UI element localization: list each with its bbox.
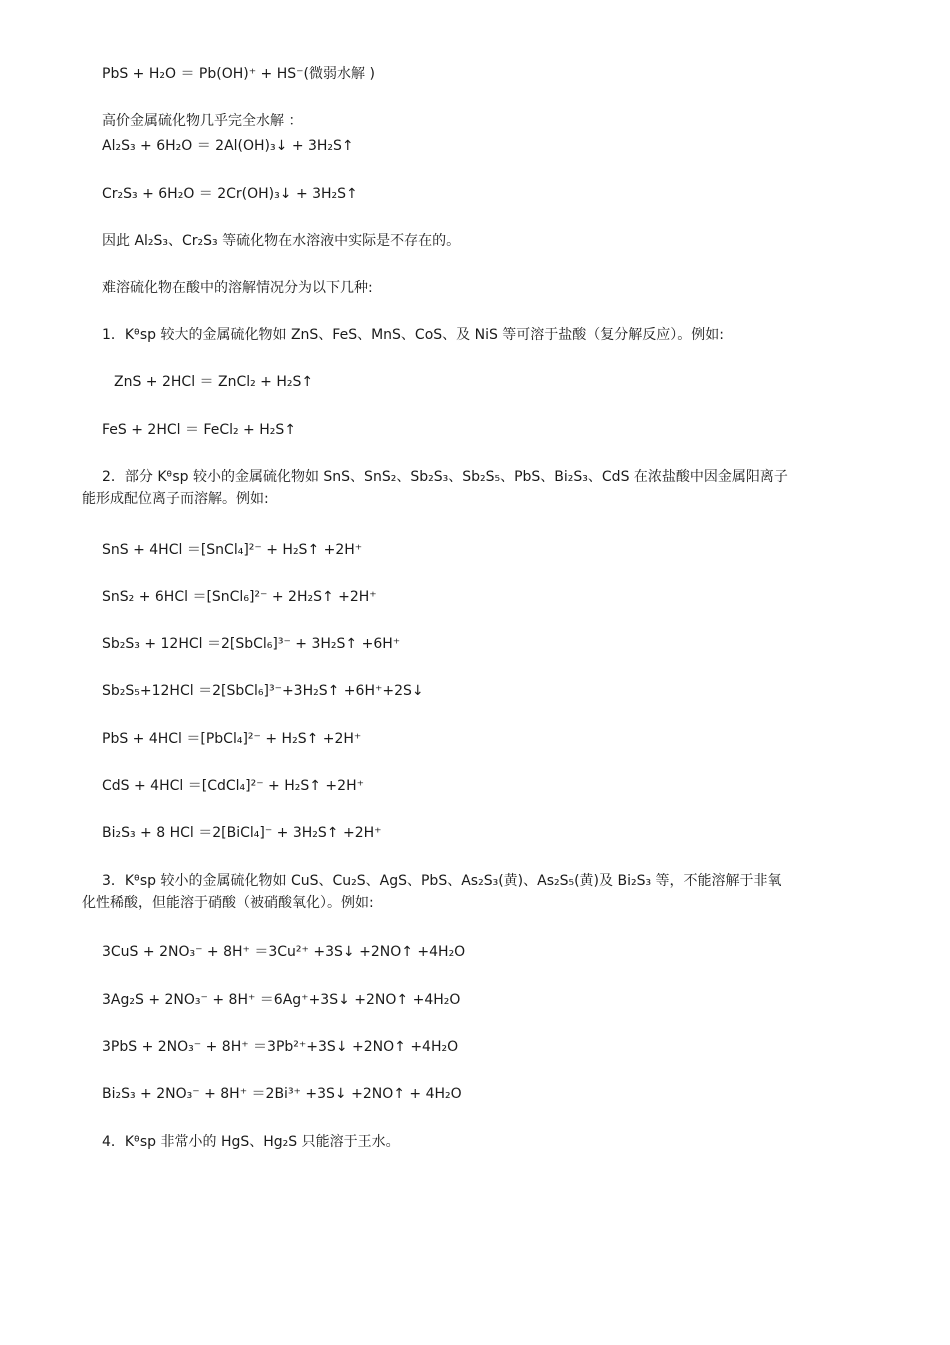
equation-al2s3-hydrolysis: Al₂S₃ + 6H₂O ＝ 2Al(OH)₃↓ + 3H₂S↑ <box>102 138 354 154</box>
paragraph-high-valence-hydrolysis: 高价金属硫化物几乎完全水解 ： <box>102 113 303 129</box>
equation-sns-hcl: SnS + 4HCl ＝[SnCl₄]²⁻ + H₂S↑ +2H⁺ <box>102 542 363 558</box>
equation-ag2s-hno3: 3Ag₂S + 2NO₃⁻ + 8H⁺ ＝6Ag⁺+3S↓ +2NO↑ +4H₂O <box>102 992 461 1008</box>
list-item-2-continued: 能形成配位离子而溶解。例如: <box>82 491 269 507</box>
list-item-2: 2．部分 Kᶿsp 较小的金属硫化物如 SnS、SnS₂、Sb₂S₃、Sb₂S₅、PbS、Bi₂S₃、CdS 在浓盐酸中因金属阳离子 <box>102 469 788 485</box>
equation-cds-hcl: CdS + 4HCl ＝[CdCl₄]²⁻ + H₂S↑ +2H⁺ <box>102 778 364 794</box>
list-item-3-continued: 化性稀酸，但能溶于硝酸（被硝酸氧化）。例如: <box>82 895 374 911</box>
list-item-3: 3．Kᶿsp 较小的金属硫化物如 CuS、Cu₂S、AgS、PbS、As₂S₃(黄)、As₂S₅(黄)及 Bi₂S₃ 等，不能溶解于非氧 <box>102 873 782 889</box>
equation-pbs-hydrolysis: PbS + H₂O ＝ Pb(OH)⁺ + HS⁻(微弱水解 ) <box>102 66 375 82</box>
equation-bi2s3-hno3: Bi₂S₃ + 2NO₃⁻ + 8H⁺ ＝2Bi³⁺ +3S↓ +2NO↑ + 4H₂O <box>102 1086 462 1102</box>
equation-bi2s3-hcl: Bi₂S₃ + 8 HCl ＝2[BiCl₄]⁻ + 3H₂S↑ +2H⁺ <box>102 825 382 841</box>
list-item-1: 1．Kᶿsp 较大的金属硫化物如 ZnS、FeS、MnS、CoS、及 NiS 等可溶于盐酸（复分解反应）。例如: <box>102 327 725 343</box>
equation-fes-hcl: FeS + 2HCl ＝ FeCl₂ + H₂S↑ <box>102 422 296 438</box>
equation-cus-hno3: 3CuS + 2NO₃⁻ + 8H⁺ ＝3Cu²⁺ +3S↓ +2NO↑ +4H₂O <box>102 944 466 960</box>
paragraph-acid-dissolution-intro: 难溶硫化物在酸中的溶解情况分为以下几种: <box>102 280 373 296</box>
equation-pbs-hcl: PbS + 4HCl ＝[PbCl₄]²⁻ + H₂S↑ +2H⁺ <box>102 731 362 747</box>
equation-cr2s3-hydrolysis: Cr₂S₃ + 6H₂O ＝ 2Cr(OH)₃↓ + 3H₂S↑ <box>102 186 358 202</box>
paragraph-conclusion: 因此 Al₂S₃、Cr₂S₃ 等硫化物在水溶液中实际是不存在的。 <box>102 233 461 249</box>
list-item-4: 4．Kᶿsp 非常小的 HgS、Hg₂S 只能溶于王水。 <box>102 1134 400 1150</box>
equation-zns-hcl: ZnS + 2HCl ＝ ZnCl₂ + H₂S↑ <box>114 374 314 390</box>
equation-pbs-hno3: 3PbS + 2NO₃⁻ + 8H⁺ ＝3Pb²⁺+3S↓ +2NO↑ +4H₂O <box>102 1039 459 1055</box>
equation-sb2s3-hcl: Sb₂S₃ + 12HCl ＝2[SbCl₆]³⁻ + 3H₂S↑ +6H⁺ <box>102 636 401 652</box>
equation-sns2-hcl: SnS₂ + 6HCl ＝[SnCl₆]²⁻ + 2H₂S↑ +2H⁺ <box>102 589 377 605</box>
equation-sb2s5-hcl: Sb₂S₅+12HCl ＝2[SbCl₆]³⁻+3H₂S↑ +6H⁺+2S↓ <box>102 683 424 699</box>
